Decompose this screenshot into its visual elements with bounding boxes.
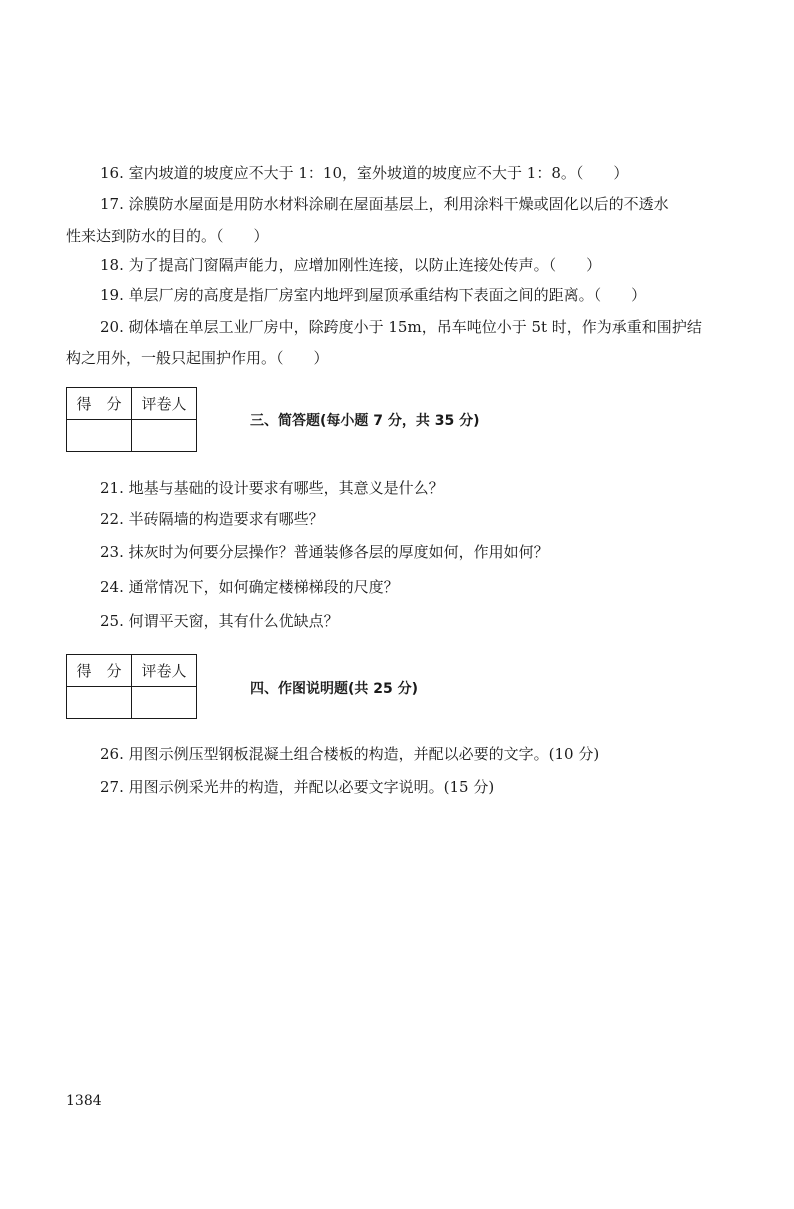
score-label: 得 分 — [67, 388, 132, 420]
page-number: 1384 — [66, 1093, 102, 1109]
question-22: 22. 半砖隔墙的构造要求有哪些？ — [100, 510, 324, 528]
question-27: 27. 用图示例采光井的构造，并配以必要文字说明。(15 分) — [100, 778, 495, 796]
section-title-part3: 三、简答题(每小题 7 分，共 35 分) — [250, 413, 480, 429]
question-20-line2: 构之用外，一般只起围护作用。（ ） — [66, 349, 329, 367]
question-26: 26. 用图示例压型钢板混凝土组合楼板的构造，并配以必要的文字。(10 分) — [100, 745, 600, 763]
question-16: 16. 室内坡道的坡度应不大于 1：10，室外坡道的坡度应不大于 1：8。（ ） — [100, 164, 629, 182]
section-title-part4: 四、作图说明题(共 25 分) — [250, 681, 419, 697]
score-cell — [67, 420, 132, 452]
question-25: 25. 何谓平天窗，其有什么优缺点？ — [100, 612, 339, 630]
question-17-line2: 性来达到防水的目的。（ ） — [66, 227, 269, 245]
question-18: 18. 为了提高门窗隔声能力，应增加刚性连接，以防止连接处传声。（ ） — [100, 256, 602, 274]
grader-cell — [132, 420, 197, 452]
question-24: 24. 通常情况下，如何确定楼梯梯段的尺度？ — [100, 578, 399, 596]
score-label: 得 分 — [67, 655, 132, 687]
grader-label: 评卷人 — [132, 655, 197, 687]
question-19: 19. 单层厂房的高度是指厂房室内地坪到屋顶承重结构下表面之间的距离。（ ） — [100, 286, 647, 304]
grader-label: 评卷人 — [132, 388, 197, 420]
question-20-line1: 20. 砌体墙在单层工业厂房中，除跨度小于 15m，吊车吨位小于 5t 时，作为承重和围护结 — [100, 318, 702, 336]
question-21: 21. 地基与基础的设计要求有哪些，其意义是什么？ — [100, 479, 444, 497]
question-23: 23. 抹灰时为何要分层操作？普通装修各层的厚度如何，作用如何？ — [100, 543, 549, 561]
grader-cell — [132, 687, 197, 719]
question-17-line1: 17. 涂膜防水屋面是用防水材料涂刷在屋面基层上，利用涂料干燥或固化以后的不透水 — [100, 195, 669, 213]
score-cell — [67, 687, 132, 719]
score-box-part3 — [66, 387, 197, 452]
score-box-part4 — [66, 654, 197, 719]
